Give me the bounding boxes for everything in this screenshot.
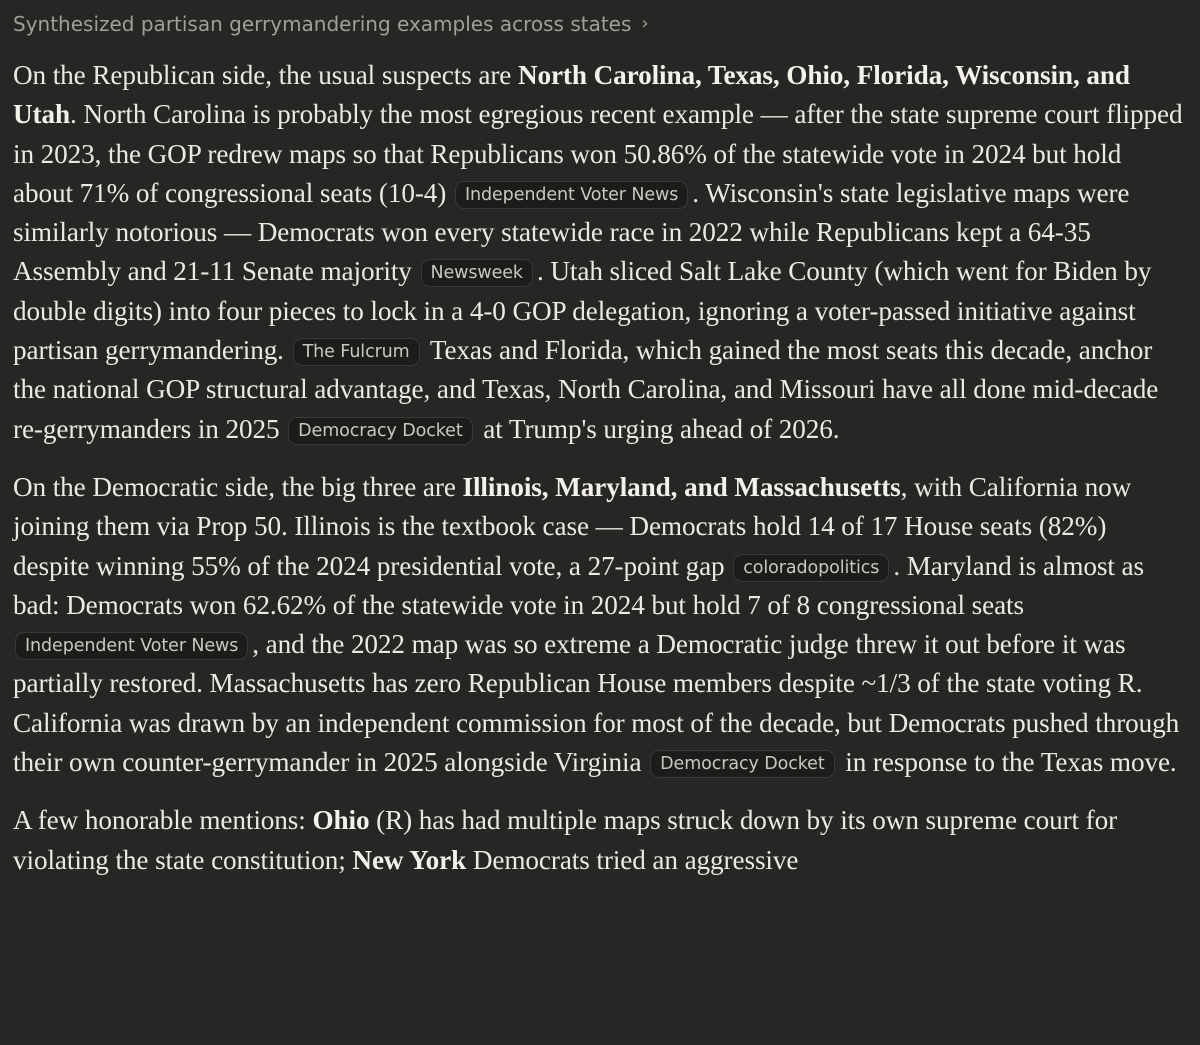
thinking-summary-toggle[interactable]	[13, 8, 1184, 40]
chevron-right-icon: ›	[641, 13, 649, 34]
text: . Maryland is almost as bad: Democrats won 62.62% of the statewide vote in 2024 but hold 7 of 8 congressional seats	[13, 550, 1144, 620]
citation-chip[interactable]: Independent Voter News	[15, 632, 248, 660]
text: in response to the Texas move.	[838, 747, 1177, 778]
bold-state: Ohio	[312, 805, 370, 836]
bold-states: Illinois, Maryland, and Massachusetts	[462, 471, 901, 502]
citation-chip[interactable]: coloradopolitics	[733, 554, 889, 582]
bold-states: North Carolina, Texas, Ohio, Florida, Wisconsin, and Utah	[13, 60, 1130, 130]
text: , with California now joining them via Prop 50. Illinois is the textbook case — Democrats hold 14 of 17 House seats (82%) despite winning 55% of the 2024 presidential vote, a 27-point gap	[13, 471, 1132, 581]
text: . Utah sliced Salt Lake County (which went for Biden by double digits) into four pieces to lock in a 4-0 GOP delegation, ignoring a voter-passed initiative against partisan gerrymandering.	[13, 256, 1152, 366]
text: On the Democratic side, the big three are	[13, 471, 463, 502]
text: Democrats tried an aggressive	[466, 844, 799, 875]
bold-state: New York	[352, 844, 467, 875]
text: A few honorable mentions:	[13, 805, 313, 836]
text: . Wisconsin's state legislative maps were similarly notorious — Democrats won every statewide race in 2022 while Republicans kept a 64-35 Assembly and 21-11 Senate majority	[13, 177, 1130, 287]
text: On the Republican side, the usual suspects are	[13, 60, 518, 90]
citation-chip[interactable]: The Fulcrum	[293, 338, 420, 366]
citation-chip[interactable]: Democracy Docket	[288, 417, 472, 445]
text: Texas and Florida, which gained the most seats this decade, anchor the national GOP structural advantage, and Texas, North Carolina, and Missouri have all done mid-decade re-gerrymanders in 2025	[13, 335, 1159, 444]
citation-chip[interactable]: Independent Voter News	[455, 181, 688, 209]
text: , and the 2022 map was so extreme a Democratic judge threw it out before it was partially restored. Massachusetts has zero Republican House members despite ~1/3 of the state voting R. California was drawn by an independent commission for most of the decade, but Democrats pushed through their own counter-gerrymander in 2025 alongside Virginia	[13, 629, 1180, 778]
citation-chip[interactable]: Democracy Docket	[650, 750, 834, 778]
citation-chip[interactable]: Newsweek	[421, 259, 533, 287]
paragraph-honorable-mentions	[13, 801, 1184, 880]
paragraph-republican	[13, 56, 1184, 449]
paragraph-democratic	[13, 468, 1184, 782]
text: (R) has had multiple maps struck down by its own supreme court for violating the state constitution;	[13, 805, 1118, 875]
text: . North Carolina is probably the most egregious recent example — after the state supreme court flipped in 2023, the GOP redrew maps so that Republicans won 50.86% of the statewide vote in 2024 but hold about 71% of congressional seats (10-4)	[13, 99, 1183, 208]
text: at Trump's urging ahead of 2026.	[476, 413, 840, 444]
thinking-summary-label: Synthesized partisan gerrymandering examples across states	[13, 12, 632, 36]
